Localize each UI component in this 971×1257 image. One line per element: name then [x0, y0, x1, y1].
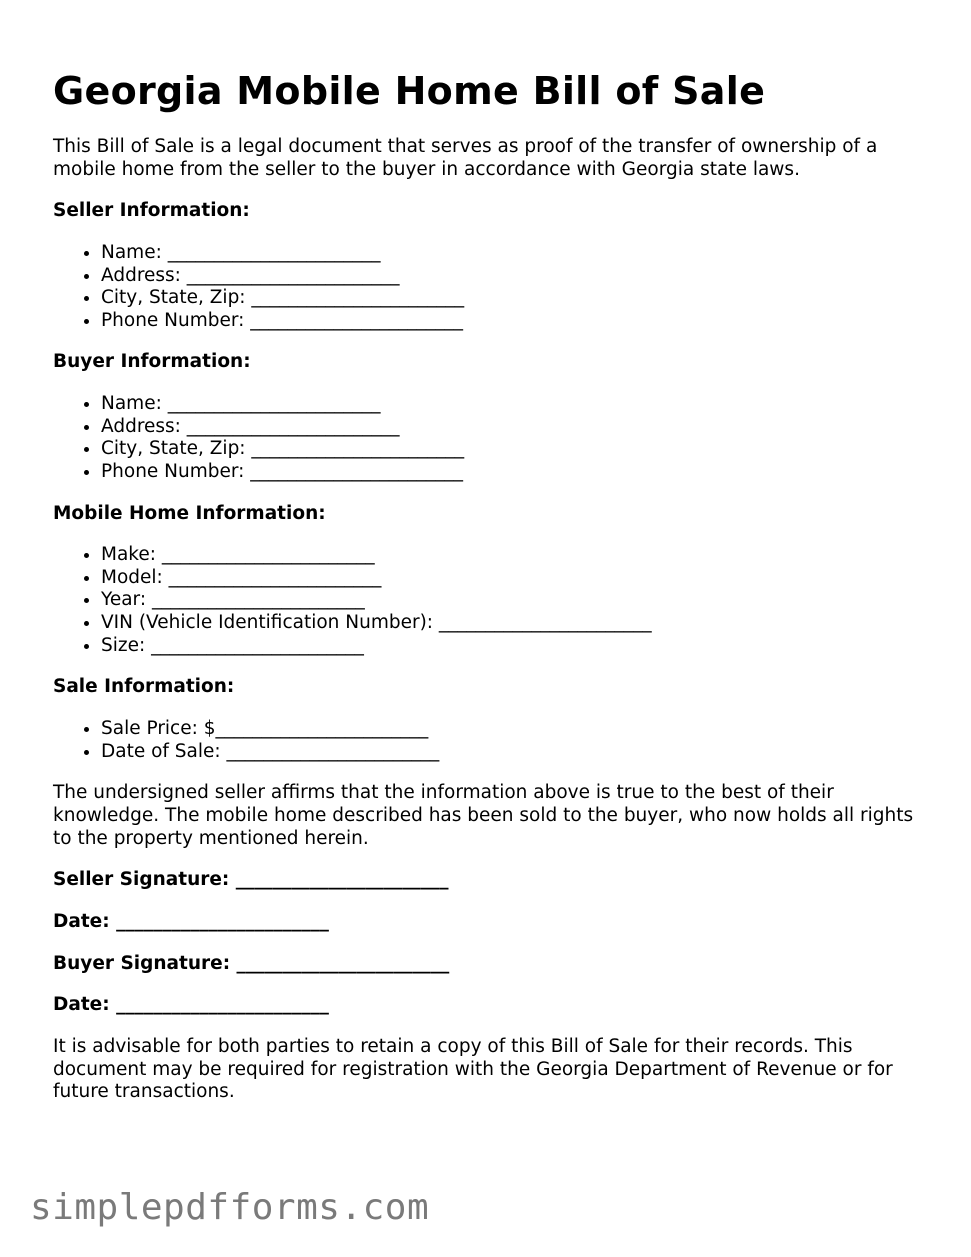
seller-date-line: Date: _______________________	[53, 910, 329, 932]
home-vin-field: • VIN (Vehicle Identification Number): _______________________	[101, 612, 933, 635]
affirmation-paragraph: The undersigned seller affirms that the information above is true to the best of their knowledge. The mobile home described has been sold to the buyer, who now holds all rights to the property mentioned herein.	[53, 782, 914, 849]
seller-signature-line: Seller Signature: _______________________	[53, 869, 449, 891]
seller-info-list	[53, 242, 933, 332]
buyer-info-list	[53, 393, 933, 483]
seller-name-field: • Name: _______________________	[101, 242, 933, 265]
sale-info-heading: Sale Information:	[53, 676, 235, 698]
home-make-field: • Make: _______________________	[101, 544, 933, 567]
buyer-address-field: • Address: _______________________	[101, 416, 933, 439]
home-year-field: • Year: _______________________	[101, 589, 933, 612]
mobile-home-info-heading: Mobile Home Information:	[53, 502, 326, 524]
home-size-field: • Size: _______________________	[101, 635, 933, 658]
document-page	[53, 66, 933, 1123]
buyer-signature-line: Buyer Signature: _______________________	[53, 952, 450, 974]
sale-date-field: • Date of Sale: _______________________	[101, 741, 933, 764]
sale-info-list	[53, 718, 933, 763]
watermark-text: simplepdfforms.com	[30, 1187, 430, 1228]
closing-paragraph: It is advisable for both parties to retain a copy of this Bill of Sale for their records. This document may be required for registration with the Georgia Department of Revenue or for future transactions.	[53, 1036, 893, 1103]
document-title: Georgia Mobile Home Bill of Sale	[53, 69, 766, 113]
home-model-field: • Model: _______________________	[101, 567, 933, 590]
sale-price-field: • Sale Price: $_______________________	[101, 718, 933, 741]
seller-info-heading: Seller Information:	[53, 200, 250, 222]
buyer-date-line: Date: _______________________	[53, 994, 329, 1016]
seller-address-field: • Address: _______________________	[101, 265, 933, 288]
buyer-city-state-zip-field: • City, State, Zip: _______________________	[101, 438, 933, 461]
buyer-info-heading: Buyer Information:	[53, 351, 251, 373]
intro-paragraph: This Bill of Sale is a legal document that serves as proof of the transfer of ownership of a mobile home from the seller to the buyer in accordance with Georgia state laws.	[53, 136, 878, 180]
mobile-home-info-list	[53, 544, 933, 657]
buyer-phone-field: • Phone Number: _______________________	[101, 461, 933, 484]
buyer-name-field: • Name: _______________________	[101, 393, 933, 416]
seller-city-state-zip-field: • City, State, Zip: _______________________	[101, 287, 933, 310]
seller-phone-field: • Phone Number: _______________________	[101, 310, 933, 333]
